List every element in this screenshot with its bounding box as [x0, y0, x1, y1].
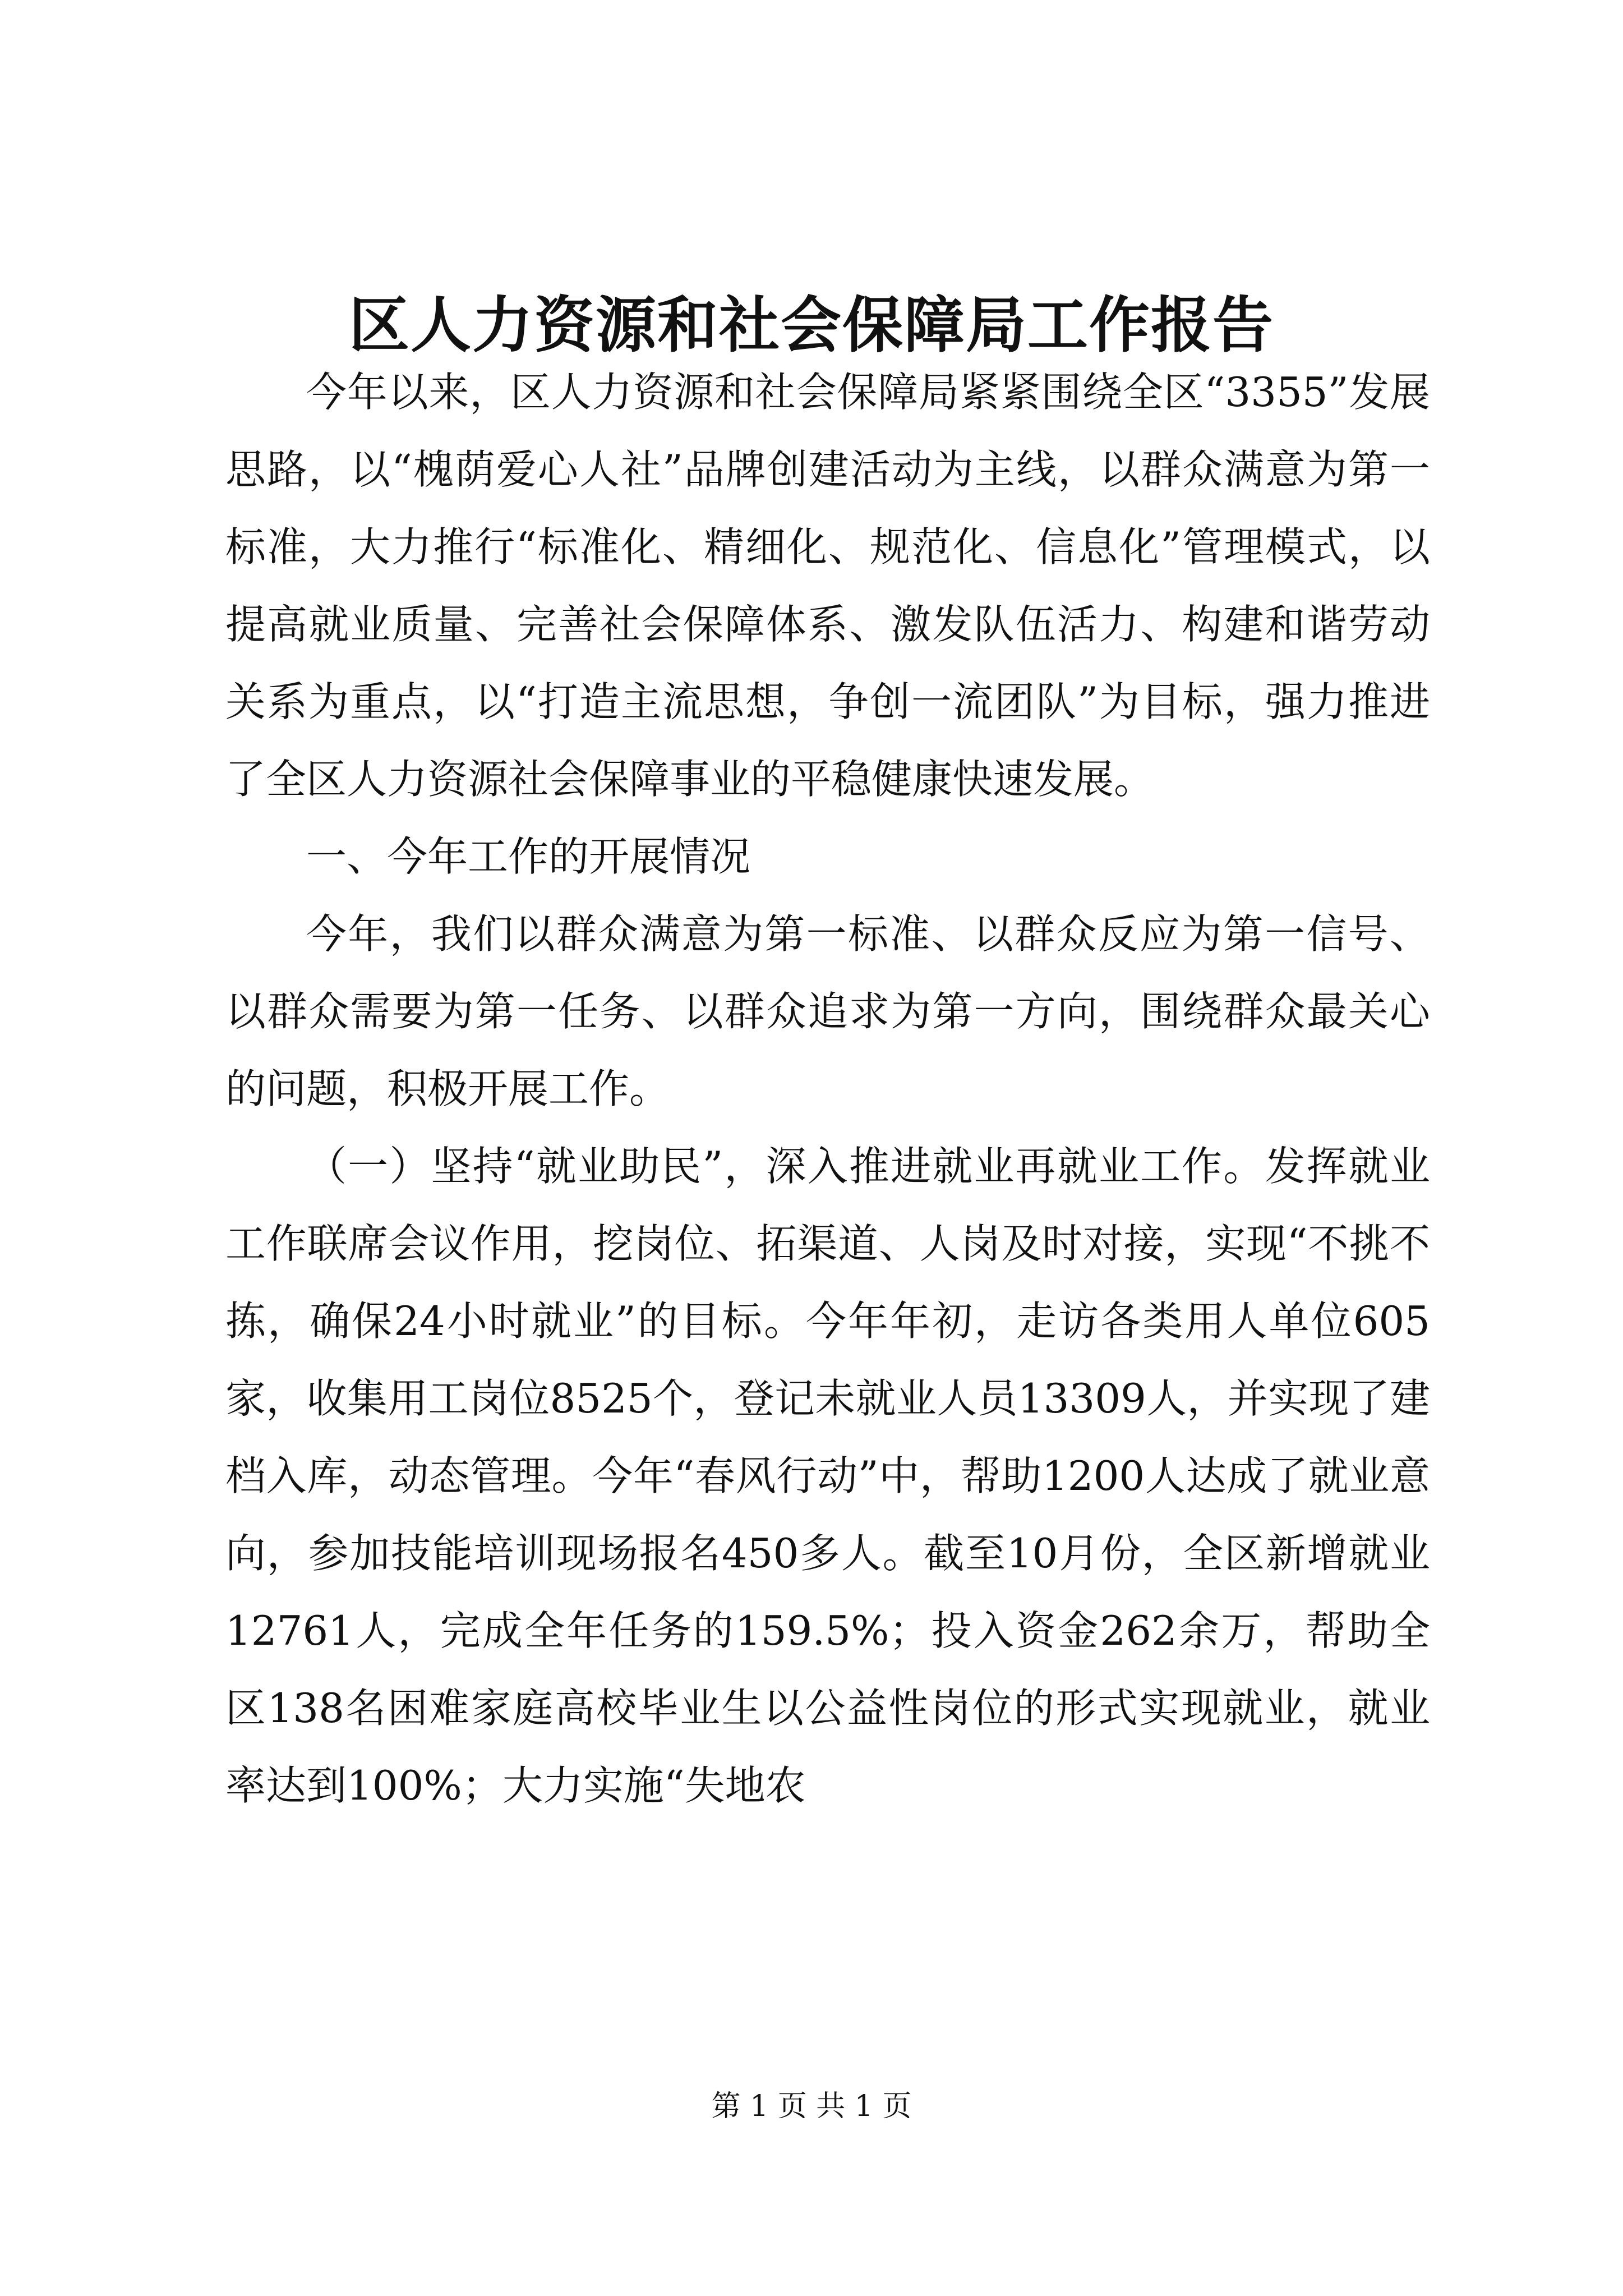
document-body: [225, 353, 1430, 1824]
document-title: 区人力资源和社会保障局工作报告: [348, 290, 1274, 361]
section-heading-1: 一、今年工作的开展情况: [306, 833, 751, 880]
paragraph-section-1-intro: 今年，我们以群众满意为第一标准、以群众反应为第一信号、以群众需要为第一任务、以群众追求为第一方向，围绕群众最关心的问题，积极开展工作。: [225, 910, 1430, 1112]
paragraph-intro: 今年以来，区人力资源和社会保障局紧紧围绕全区“3355”发展思路，以“槐荫爱心人社”品牌创建活动为主线，以群众满意为第一标准，大力推行“标准化、精细化、规范化、信息化”管理模式，以提高就业质量、完善社会保障体系、激发队伍活力、构建和谐劳动关系为重点，以“打造主流思想，争创一流团队”为目标，强力推进了全区人力资源社会保障事业的平稳健康快速发展。: [225, 369, 1430, 803]
paragraph-employment: （一）坚持“就业助民”，深入推进就业再就业工作。发挥就业工作联席会议作用，挖岗位、拓渠道、人岗及时对接，实现“不挑不拣，确保24小时就业”的目标。今年年初，走访各类用人单位605家，收集用工岗位8525个，登记未就业人员13309人，并实现了建档入库，动态管理。今年“春风行动”中，帮助1200人达成了就业意向，参加技能培训现场报名450多人。截至10月份，全区新增就业12761人，完成全年任务的159.5%；投入资金262余万，帮助全区138名困难家庭高校毕业生以公益性岗位的形式实现就业，就业率达到100%；大力实施“失地农: [225, 1143, 1430, 1809]
page-footer: 第 1 页 共 1 页: [711, 2090, 912, 2123]
